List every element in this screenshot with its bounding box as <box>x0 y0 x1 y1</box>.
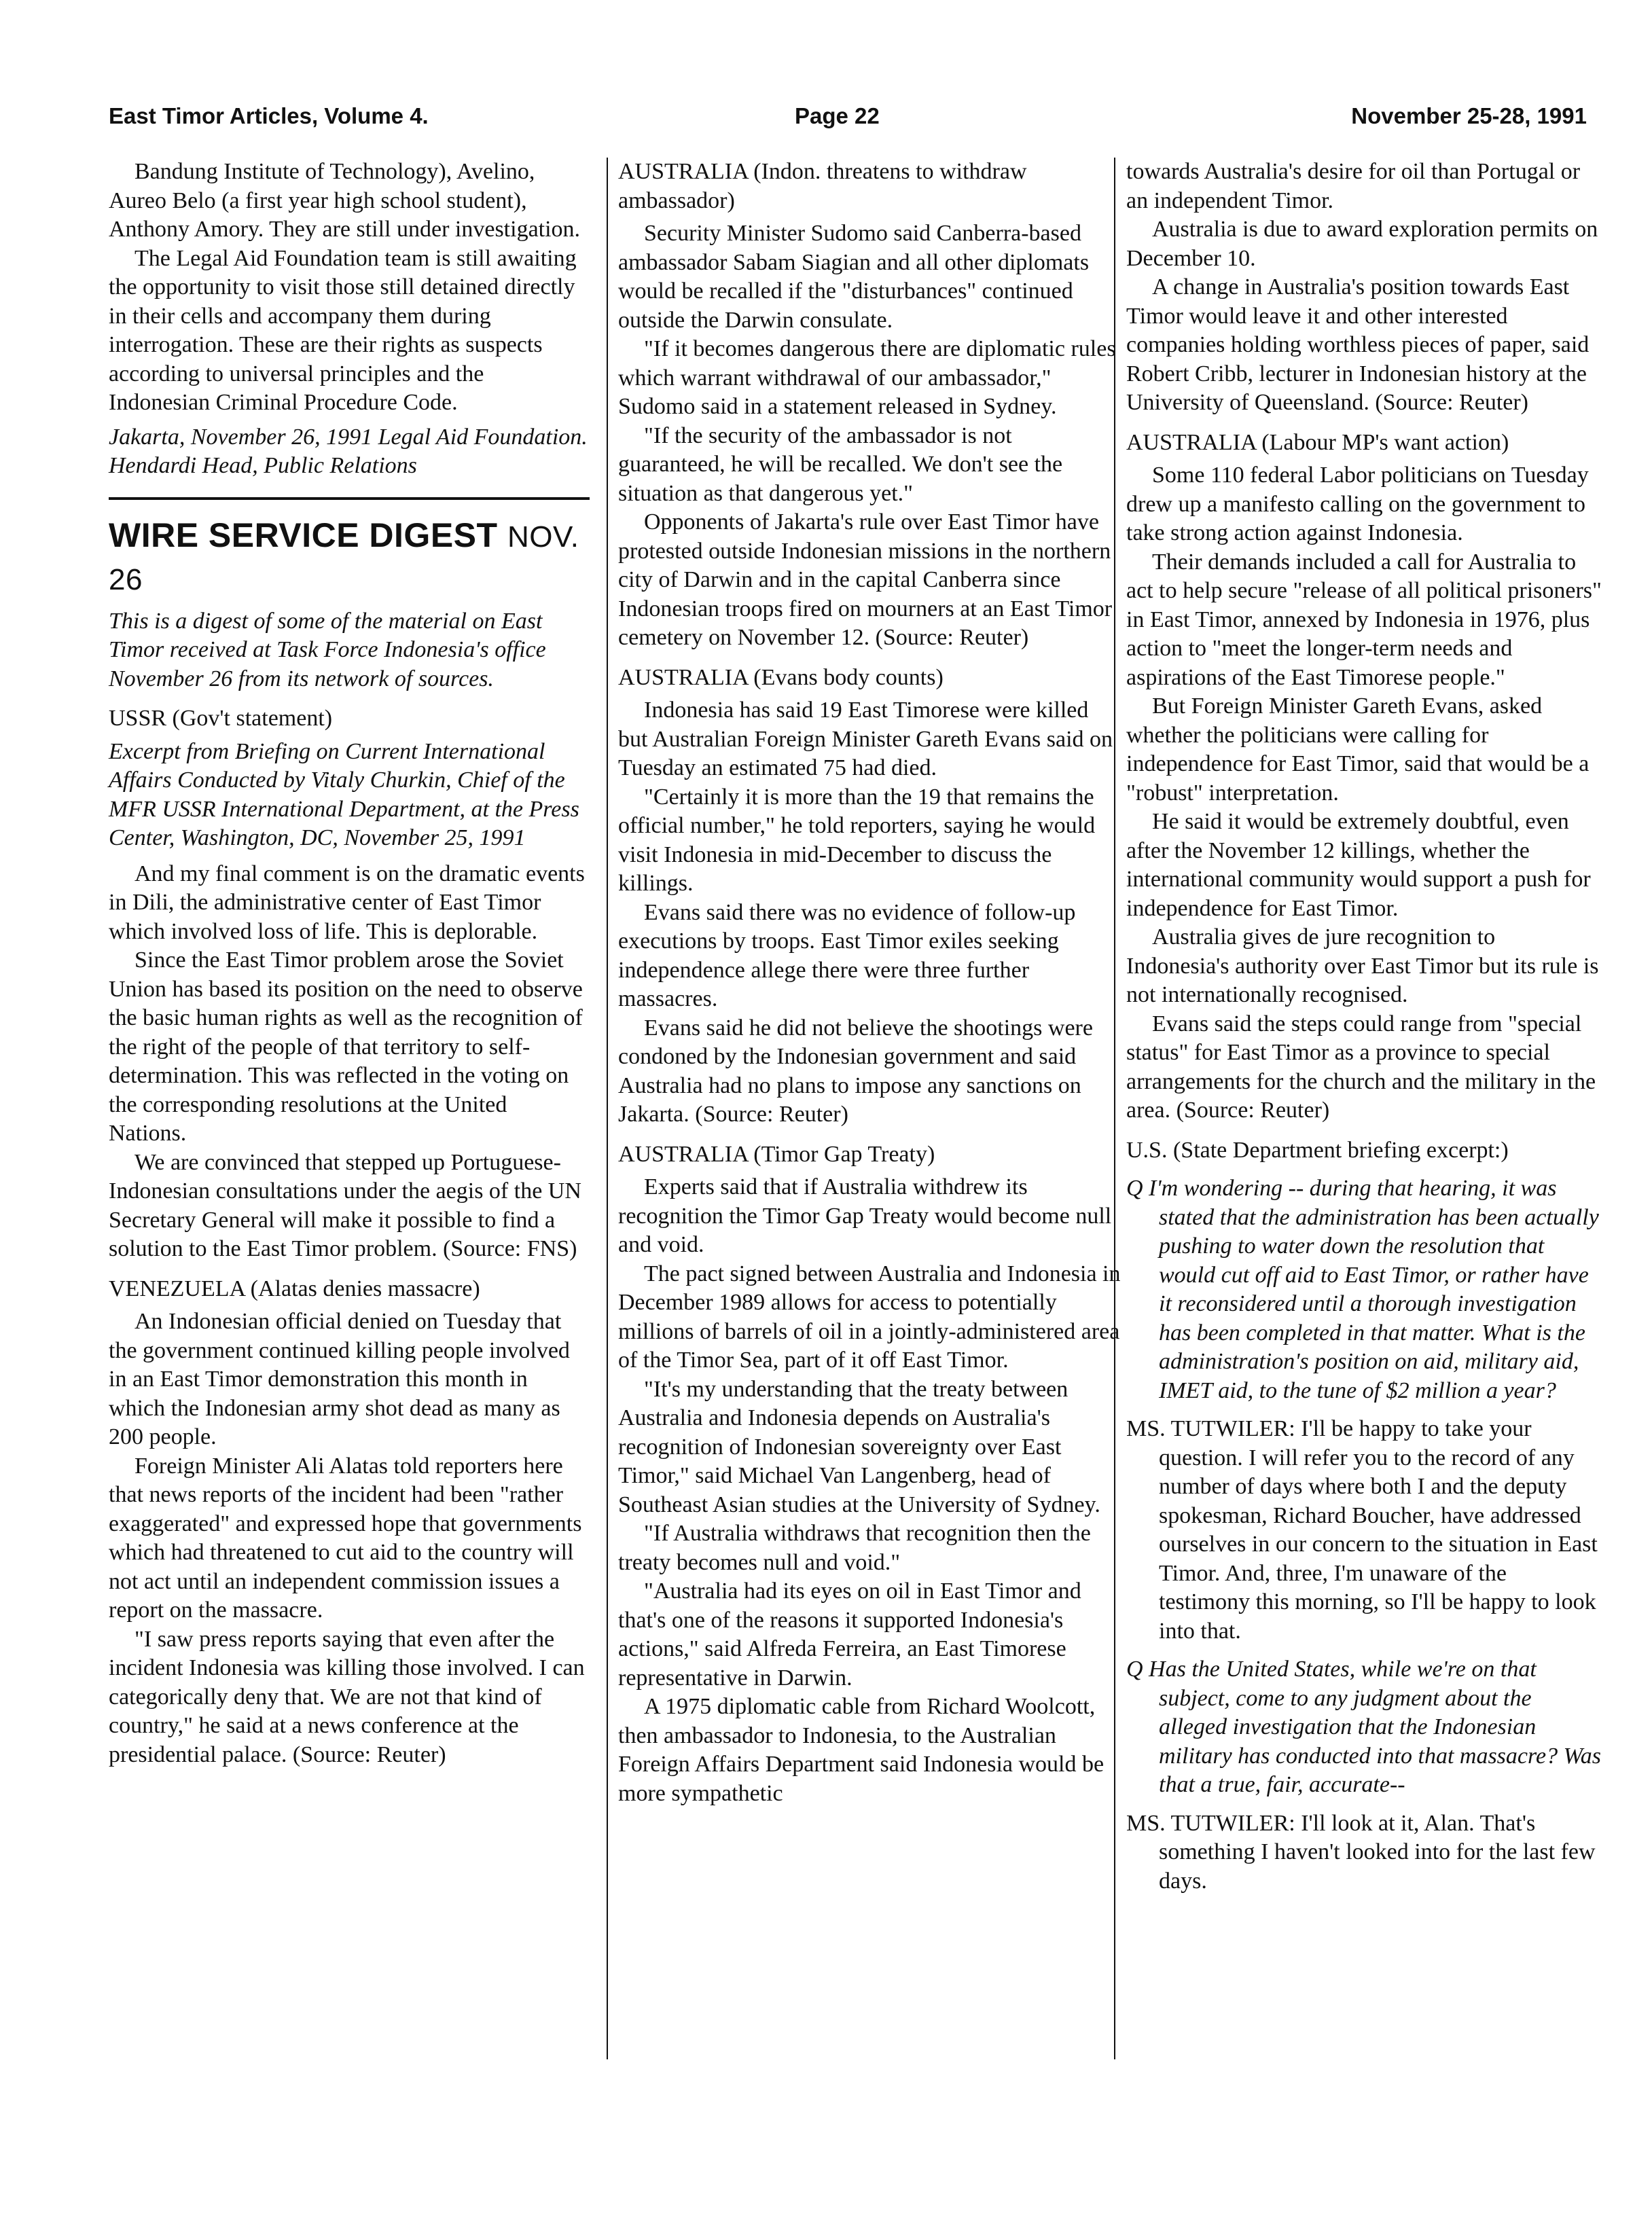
digest-date: NOV. 26 <box>109 520 579 596</box>
paragraph: An Indonesian official denied on Tuesday that the government continued killing people involved in an East Timor demonstration this month in which the Indonesian army shot dead as many as 200 people. <box>109 1309 570 1449</box>
paragraph: "Australia had its eyes on oil in East Timor and that's one of the reasons it supported Indonesia's actions," said Alfreda Ferreira, an East Timorese representative in Darwin. <box>618 1578 1081 1691</box>
signature-line: Hendardi Head, Public Relations <box>109 453 417 478</box>
paragraph: Bandung Institute of Technology), Avelino, Aureo Belo (a first year high school student), Anthony Amory. They are still under investigation. <box>109 159 581 242</box>
paragraph: "If the security of the ambassador is not guaranteed, he will be recalled. We don't see the situation as that dangerous yet." <box>618 422 1063 506</box>
paragraph: The pact signed between Australia and Indonesia in December 1989 allows for access to potentially millions of barrels of oil in a jointly-administered area of the Timor Sea, part of it off East Timor. <box>618 1261 1121 1373</box>
paragraph: The Legal Aid Foundation team is still awaiting the opportunity to visit those still detained directly in their cells and accompany them during interrogation. These are their rights as suspects according to universal principles and the Indonesian Criminal Procedure Code. <box>109 245 577 415</box>
publication-date: November 25-28, 1991 <box>1351 103 1587 128</box>
paragraph: And my final comment is on the dramatic events in Dili, the administrative center of East Timor which involved loss of life. This is deplorable. <box>109 861 585 944</box>
paragraph: Australia is due to award exploration permits on December 10. <box>1126 217 1598 271</box>
digest-intro: This is a digest of some of the material on East Timor received at Task Force Indonesia's office November 26 from its network of sources. <box>109 608 546 691</box>
page-header <box>109 103 1587 141</box>
paragraph: Evans said he did not believe the shootings were condoned by the Indonesian government and said Australia had no plans to impose any sanctions on Jakarta. (Source: Reuter) <box>618 1015 1093 1127</box>
paragraph: "Certainly it is more than the 19 that remains the official number," he told reporters, saying he would visit Indonesia in mid-December to discuss the killings. <box>618 784 1096 896</box>
article-heading: VENEZUELA (Alatas denies massacre) <box>109 1276 480 1301</box>
paragraph: We are convinced that stepped up Portuguese-Indonesian consultations under the aegis of the UN Secretary General will make it possible to find a solution to the East Timor problem. (Source: FNS) <box>109 1149 581 1261</box>
column-1 <box>109 158 590 1769</box>
paragraph: A 1975 diplomatic cable from Richard Woolcott, then ambassador to Indonesia, to the Australian Foreign Affairs Department said Indonesia would be more sympathetic <box>618 1694 1105 1806</box>
article-heading: U.S. (State Department briefing excerpt:) <box>1126 1137 1509 1163</box>
briefing-answer: MS. TUTWILER: I'll be happy to take your question. I will refer you to the record of any number of days where both I and the deputy spokesman, Richard Boucher, have addressed ourselves in our concern to the situation in East Timor. And, three, I'm unaware of the testimony this morning, so I'll be happy to look into that. <box>1126 1416 1598 1644</box>
paragraph: Australia gives de jure recognition to Indonesia's authority over East Timor but its rule is not internationally recognised. <box>1126 924 1599 1007</box>
section-rule <box>109 497 590 500</box>
paragraph: Indonesia has said 19 East Timorese were killed but Australian Foreign Minister Gareth Evans said on Tuesday an estimated 75 had died. <box>618 698 1113 780</box>
paragraph: A change in Australia's position towards East Timor would leave it and other interested companies holding worthless pieces of paper, said Robert Cribb, lecturer in Indonesian history at the University of Queensland. (Source: Reuter) <box>1126 274 1590 415</box>
column-3 <box>1126 158 1602 1896</box>
paragraph: Opponents of Jakarta's rule over East Timor have protested outside Indonesian missions in the northern city of Darwin and in the capital Canberra since Indonesian troops fired on mourners at an East Timor cemetery on November 12. (Source: Reuter) <box>618 509 1113 650</box>
column-divider-1 <box>607 158 608 2059</box>
paragraph: "It's my understanding that the treaty between Australia and Indonesia depends on Australia's recognition of Indonesian sovereignty over East Timor," said Michael Van Langenberg, head of Southeast Asian studies at the University of Sydney. <box>618 1376 1100 1517</box>
paragraph: He said it would be extremely doubtful, even after the November 12 killings, whether the international community would support a push for independence for East Timor. <box>1126 809 1591 921</box>
digest-title-text: WIRE SERVICE DIGEST <box>109 516 498 554</box>
section-title <box>109 515 590 600</box>
paragraph: Some 110 federal Labor politicians on Tuesday drew up a manifesto calling on the government to take strong action against Indonesia. <box>1126 463 1589 545</box>
paragraph: Security Minister Sudomo said Canberra-based ambassador Sabam Siagian and all other diplomats would be recalled if the "disturbances" continued outside the Darwin consulate. <box>618 221 1090 333</box>
page-number: Page 22 <box>795 103 880 128</box>
signature-line: Jakarta, November 26, 1991 Legal Aid Foundation. <box>109 424 588 450</box>
paragraph: "If it becomes dangerous there are diplomatic rules which warrant withdrawal of our ambassador," Sudomo said in a statement released in Sydney. <box>618 336 1116 419</box>
briefing-question: Q I'm wondering -- during that hearing, it was stated that the administration has been actually pushing to water down the resolution that would cut off aid to East Timor, or rather have it reconsidered until a thorough investigation has been completed in that matter. What is the administration's position on aid, military aid, IMET aid, to the tune of $2 million a year? <box>1126 1176 1599 1403</box>
paragraph: towards Australia's desire for oil than Portugal or an independent Timor. <box>1126 159 1581 213</box>
paragraph: Foreign Minister Ali Alatas told reporters here that news reports of the incident had been "rather exaggerated" and expressed hope that governments which had threatened to cut aid to the country will not act until an independent commission issues a report on the massacre. <box>109 1453 582 1623</box>
paragraph: But Foreign Minister Gareth Evans, asked whether the politicians were calling for independence for East Timor, said that would be a "robust" interpretation. <box>1126 693 1590 806</box>
article-heading: AUSTRALIA (Timor Gap Treaty) <box>618 1141 935 1167</box>
paragraph: Evans said the steps could range from "special status" for East Timor as a province to special arrangements for the church and the military in the area. (Source: Reuter) <box>1126 1011 1596 1123</box>
briefing-answer: MS. TUTWILER: I'll look at it, Alan. That's something I haven't looked into for the last few days. <box>1126 1810 1596 1894</box>
paragraph: Experts said that if Australia withdrew its recognition the Timor Gap Treaty would become null and void. <box>618 1174 1112 1257</box>
briefing-question: Q Has the United States, while we're on that subject, come to any judgment about the alleged investigation that the Indonesian military has conducted into that massacre? Was that a true, fair, accurate-- <box>1126 1657 1601 1797</box>
article-heading: AUSTRALIA (Evans body counts) <box>618 664 944 690</box>
paragraph: Evans said there was no evidence of follow-up executions by troops. East Timor exiles seeking independence allege there were three further massacres. <box>618 899 1076 1011</box>
excerpt-note: Excerpt from Briefing on Current International Affairs Conducted by Vitaly Churkin, Chief of the MFR USSR International Department, at the Press Center, Washington, DC, November 25, 1991 <box>109 738 579 850</box>
article-heading: USSR (Gov't statement) <box>109 706 333 731</box>
paragraph: "If Australia withdraws that recognition then the treaty becomes null and void." <box>618 1521 1091 1575</box>
article-heading: AUSTRALIA (Labour MP's want action) <box>1126 429 1509 455</box>
publication-title: East Timor Articles, Volume 4. <box>109 103 429 128</box>
column-2 <box>618 158 1121 1808</box>
article-heading: AUSTRALIA (Indon. threatens to withdraw ambassador) <box>618 159 1027 213</box>
paragraph: Since the East Timor problem arose the Soviet Union has based its position on the need to observe the basic human rights as well as the recognition of the right of the people of that territory to self-determination. This was reflected in the voting on the corresponding resolutions at the United Nations. <box>109 947 583 1146</box>
paragraph: "I saw press reports saying that even after the incident Indonesia was killing those involved. I can categorically deny that. We are not that kind of country," he said at a news conference at the presidential palace. (Source: Reuter) <box>109 1626 585 1767</box>
paragraph: Their demands included a call for Australia to act to help secure "release of all political prisoners" in East Timor, annexed by Indonesia in 1976, plus action to "meet the longer-term needs and aspirations of the East Timorese people." <box>1126 549 1602 690</box>
